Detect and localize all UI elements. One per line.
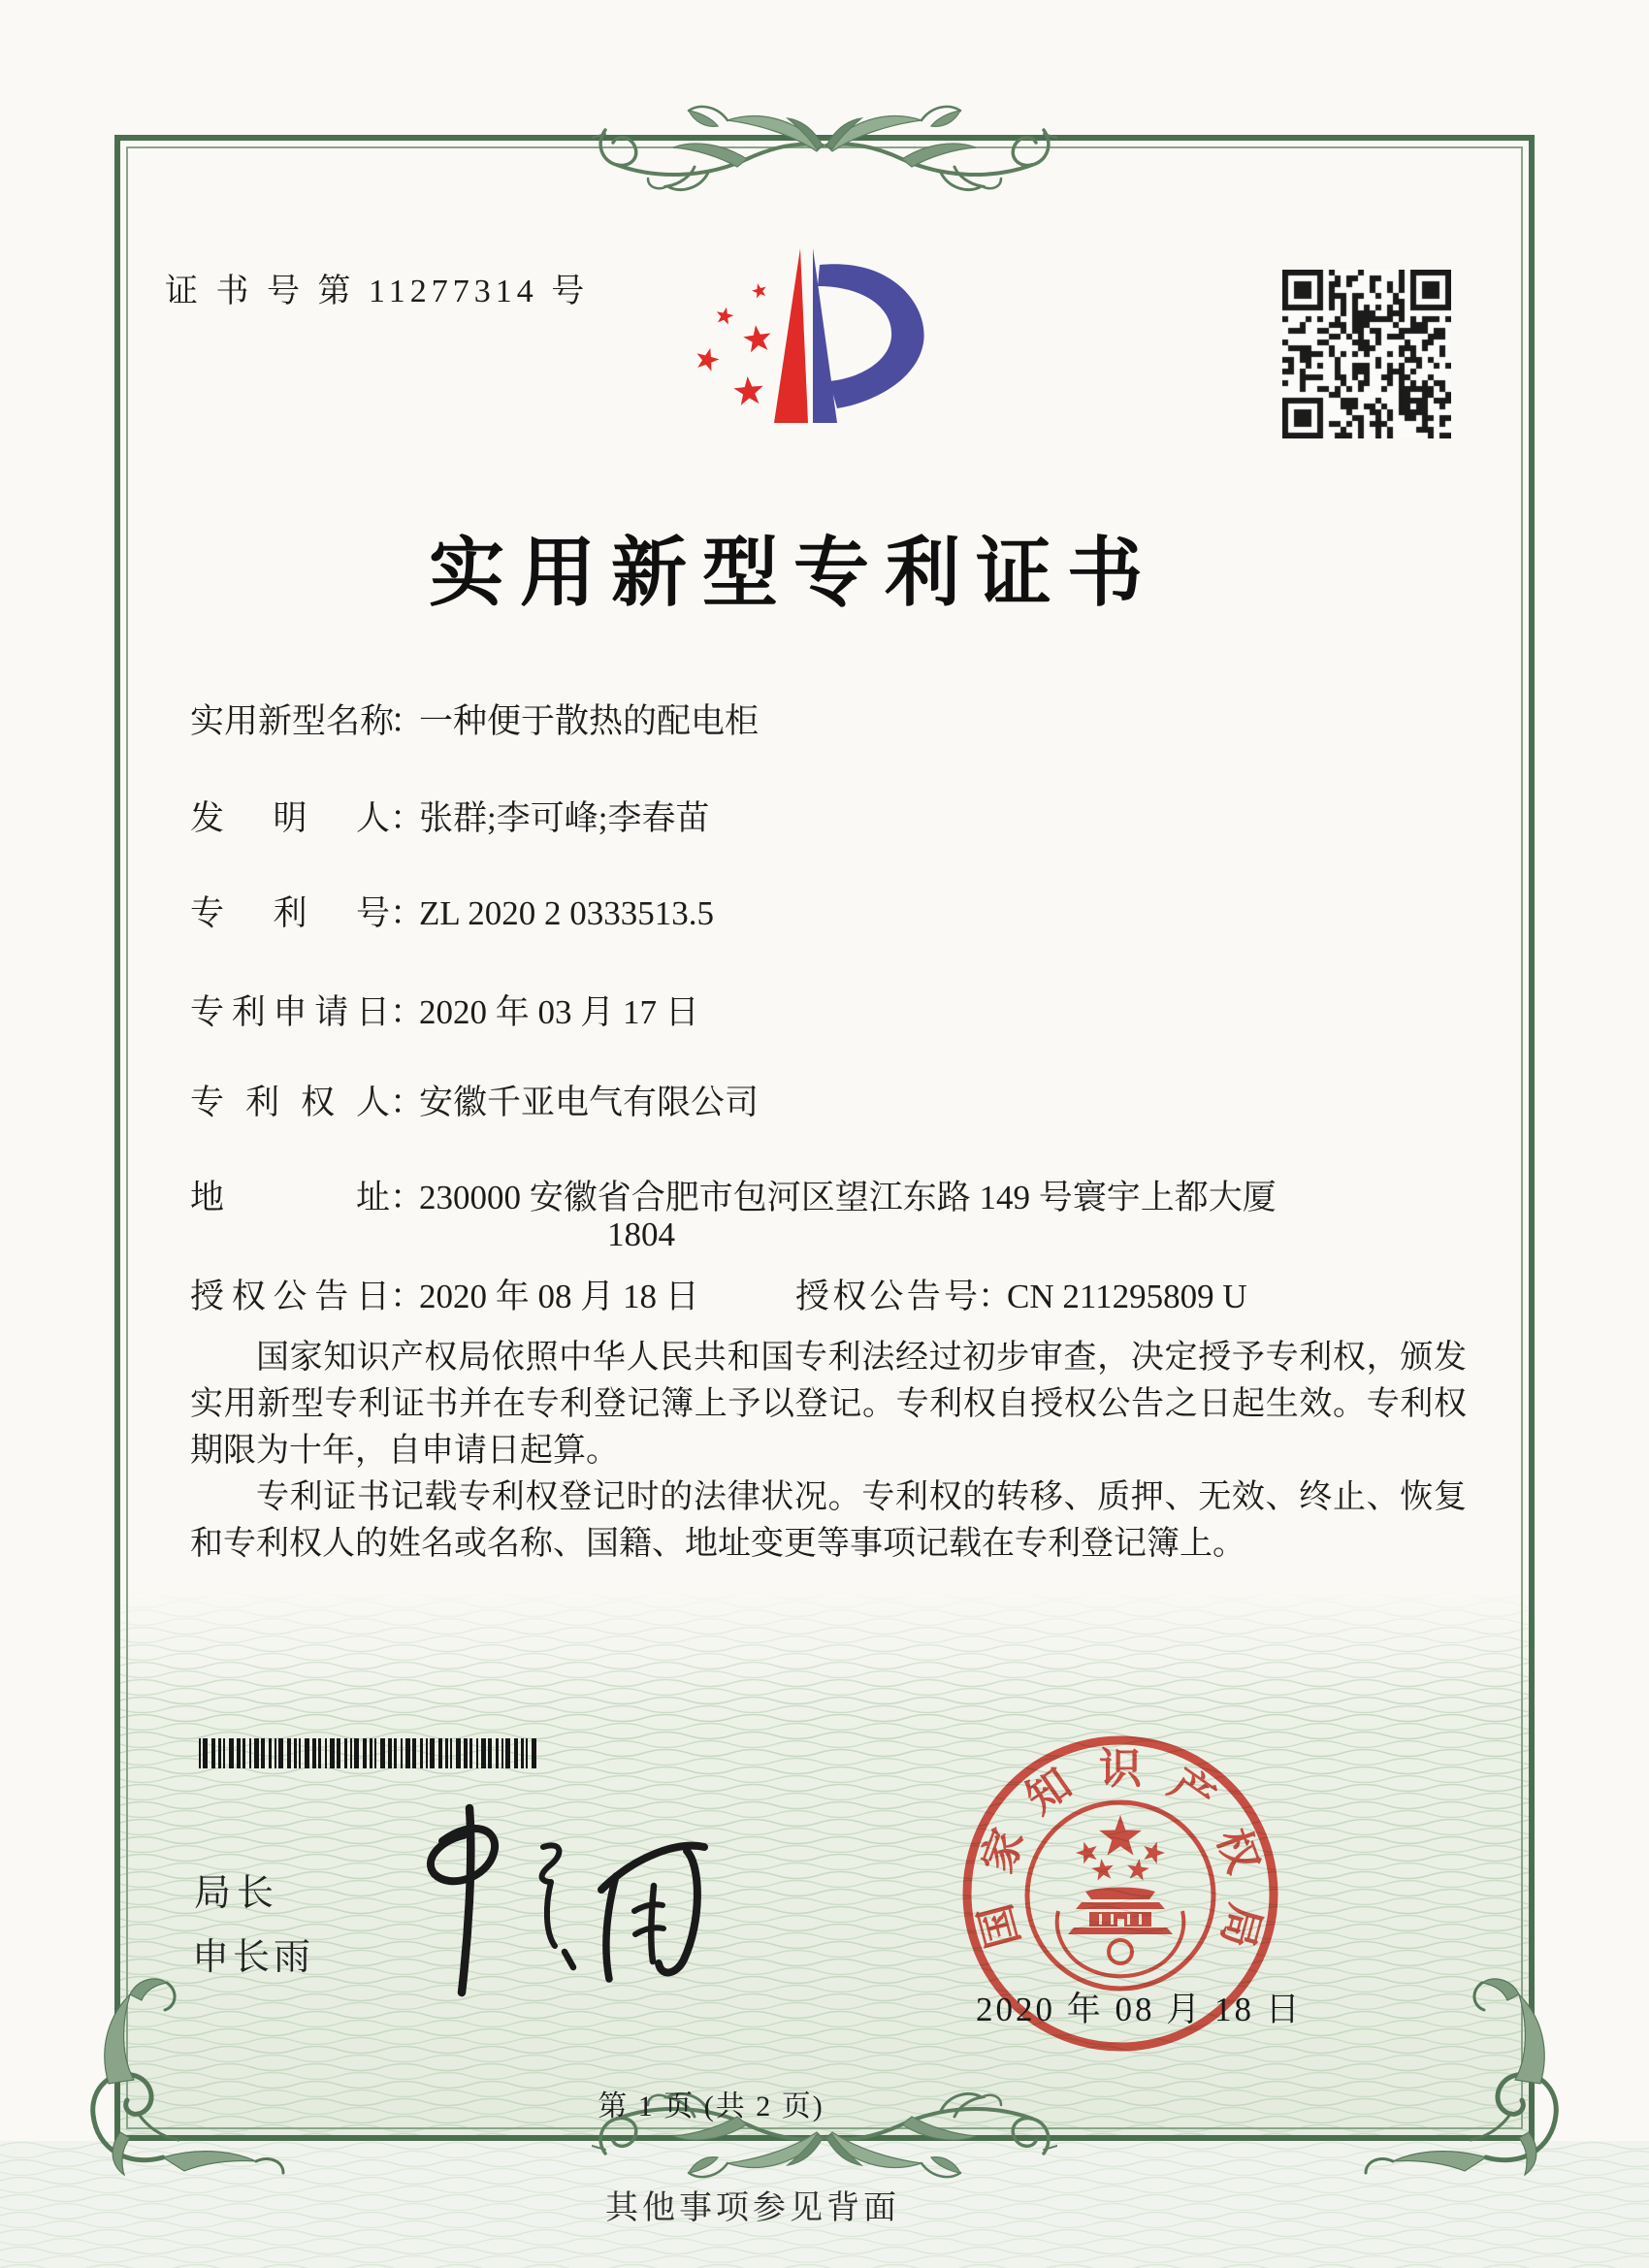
barcode xyxy=(199,1738,543,1768)
field-label: 发 明 人 xyxy=(190,799,390,837)
field-label: 实 用 新 型 名 称 xyxy=(190,702,395,740)
seal-char: 国 xyxy=(971,1898,1029,1953)
grant-date-on-seal: 2020 年 08 月 18 日 xyxy=(976,1991,1303,2028)
field-colon: ： xyxy=(978,1278,1013,1315)
field-row-address xyxy=(190,1171,1277,1219)
director-title-label: 局长 xyxy=(194,1873,280,1914)
bottom-left-corner-ornament xyxy=(70,1967,293,2190)
field-address-line2: 1804 xyxy=(607,1215,675,1253)
field-colon: ： xyxy=(390,894,425,932)
seal-char: 局 xyxy=(1212,1898,1270,1953)
field-value: 2020 年 03 月 17 日 xyxy=(419,993,699,1031)
field-value: 230000 安徽省合肥市包河区望江东路 149 号寰宇上都大厦 xyxy=(419,1179,1277,1216)
field-label: 授 权 公 告 日 xyxy=(190,1278,390,1315)
field-label: 专 利 号 xyxy=(190,894,390,932)
cnipa-patent-logo-icon xyxy=(674,236,946,469)
certificate-title: 实用新型专利证书 xyxy=(428,531,1158,615)
page-number: 第 1 页 (共 2 页) xyxy=(598,2090,824,2122)
field-row-grant-number xyxy=(795,1270,1247,1318)
see-reverse-note: 其他事项参见背面 xyxy=(605,2190,900,2226)
national-emblem xyxy=(1027,1802,1213,1989)
field-row-grant-date xyxy=(190,1270,699,1318)
field-colon: ： xyxy=(390,993,425,1031)
field-value: 张群;李可峰;李春苗 xyxy=(419,799,710,837)
field-row-filing-date xyxy=(190,986,699,1034)
field-colon: ： xyxy=(390,1084,425,1121)
legal-text xyxy=(190,1335,1467,1568)
field-colon: ： xyxy=(390,799,425,837)
seal-char: 知 xyxy=(1018,1760,1081,1824)
field-value: ZL 2020 2 0333513.5 xyxy=(419,894,714,932)
field-colon: ： xyxy=(390,702,425,740)
qr-code xyxy=(1282,270,1451,438)
field-value: 一种便于散热的配电柜 xyxy=(419,702,760,740)
director-name: 申长雨 xyxy=(192,1937,315,1978)
field-value: 2020 年 08 月 18 日 xyxy=(419,1278,699,1315)
field-row-patentee xyxy=(190,1076,759,1124)
seal-char: 家 xyxy=(973,1822,1033,1880)
seal-char: 权 xyxy=(1208,1822,1268,1880)
certificate-number: 证 书 号 第 11277314 号 xyxy=(165,274,590,309)
field-colon: ： xyxy=(390,1278,425,1315)
field-value: CN 211295809 U xyxy=(1007,1278,1247,1315)
field-row-utility-model-name xyxy=(190,695,759,743)
field-label: 地 址 xyxy=(190,1179,390,1216)
director-signature xyxy=(380,1797,710,2005)
field-colon: ： xyxy=(390,1179,425,1216)
field-value: 安徽千亚电气有限公司 xyxy=(419,1084,760,1121)
legal-paragraph-1: 国家知识产权局依照中华人民共和国专利法经过初步审查，决定授予专利权，颁发实用新型专利证书并在专利登记簿上予以登记。专利权自授权公告之日起生效。专利权期限为十年，自申请日起算。 xyxy=(190,1340,1467,1469)
top-center-scroll-ornament xyxy=(592,87,1057,202)
seal-char: 产 xyxy=(1160,1760,1223,1824)
field-label: 专 利 申 请 日 xyxy=(190,993,390,1031)
bottom-right-corner-ornament xyxy=(1356,1967,1579,2190)
field-row-patent-number xyxy=(190,887,714,935)
legal-paragraph-2: 专利证书记载专利权登记时的法律状况。专利权的转移、质押、无效、终止、恢复和专利权人的姓名或名称、国籍、地址变更等事项记载在专利登记簿上。 xyxy=(190,1479,1467,1562)
field-label: 授 权 公 告 号 xyxy=(795,1278,978,1315)
seal-char: 识 xyxy=(1099,1745,1142,1793)
field-row-inventors xyxy=(190,792,709,840)
field-label: 专 利 权 人 xyxy=(190,1084,390,1121)
